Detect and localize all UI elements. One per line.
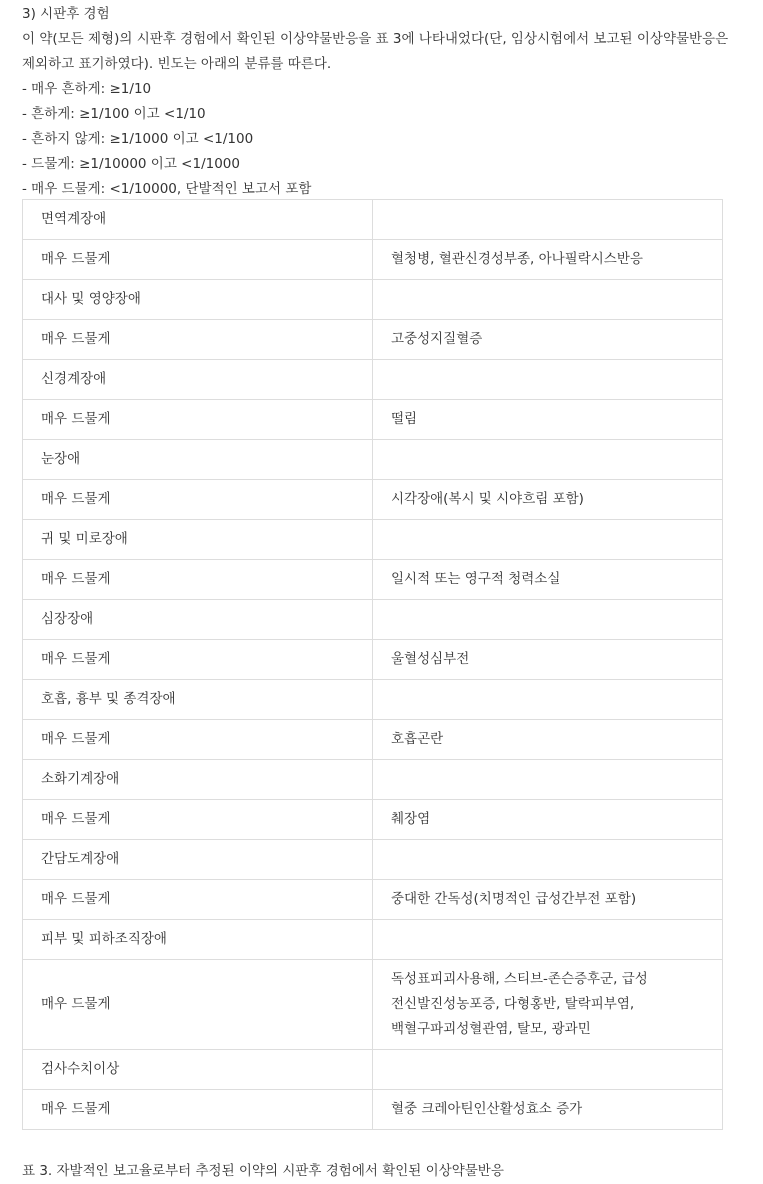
reaction-cell [373,760,723,800]
reaction-cell: 떨림 [373,400,723,440]
reaction-cell: 일시적 또는 영구적 청력소실 [373,560,723,600]
frequency-uncommon: - 흔하지 않게: ≥1/1000 이고 <1/100 [22,131,254,147]
reaction-cell [373,440,723,480]
frequency-very-rare: - 매우 드물게: <1/10000, 단발적인 보고서 포함 [22,181,312,197]
reaction-cell: 중대한 간독성(치명적인 급성간부전 포함) [373,880,723,920]
organ-class-cell: 신경계장애 [23,360,373,400]
adverse-reactions-table [22,199,723,1130]
table-row [23,240,723,280]
organ-class-cell: 눈장애 [23,440,373,480]
reaction-cell: 고중성지질혈증 [373,320,723,360]
reaction-cell: 울혈성심부전 [373,640,723,680]
organ-class-cell: 귀 및 미로장애 [23,520,373,560]
table-row [23,400,723,440]
intro-section [22,2,742,202]
reaction-cell [373,920,723,960]
frequency-cell: 매우 드물게 [23,480,373,520]
table-row [23,800,723,840]
table-row [23,960,723,1050]
table-row [23,200,723,240]
organ-class-cell: 심장장애 [23,600,373,640]
frequency-very-common: - 매우 흔하게: ≥1/10 [22,81,152,97]
organ-class-cell: 간담도계장애 [23,840,373,880]
reaction-cell [373,520,723,560]
table-row [23,880,723,920]
frequency-cell: 매우 드물게 [23,960,373,1050]
frequency-cell: 매우 드물게 [23,320,373,360]
frequency-cell: 매우 드물게 [23,800,373,840]
table-row [23,520,723,560]
intro-paragraph: 이 약(모든 제형)의 시판후 경험에서 확인된 이상약물반응을 표 3에 나타내었다(단, 임상시험에서 보고된 이상약물반응은 제외하고 표기하였다). 빈도는 아래의 분류를 따른다. [22,31,729,72]
frequency-cell: 매우 드물게 [23,880,373,920]
organ-class-cell: 소화기계장애 [23,760,373,800]
frequency-rare: - 드물게: ≥1/10000 이고 <1/1000 [22,156,240,172]
table-caption: 표 3. 자발적인 보고율로부터 추정된 이약의 시판후 경험에서 확인된 이상약물반응 [22,1163,504,1179]
organ-class-cell: 호흡, 흉부 및 종격장애 [23,680,373,720]
table-row [23,360,723,400]
frequency-common: - 흔하게: ≥1/100 이고 <1/10 [22,106,206,122]
organ-class-cell: 검사수치이상 [23,1050,373,1090]
reaction-cell [373,200,723,240]
reaction-cell [373,360,723,400]
reaction-cell: 시각장애(복시 및 시야흐림 포함) [373,480,723,520]
organ-class-cell: 대사 및 영양장애 [23,280,373,320]
table-row [23,1090,723,1130]
table-row [23,640,723,680]
organ-class-cell: 피부 및 피하조직장애 [23,920,373,960]
reaction-cell [373,1050,723,1090]
table-row [23,560,723,600]
table-row [23,280,723,320]
table-row [23,1050,723,1090]
section-heading: 3) 시판후 경험 [22,6,110,22]
table-row [23,840,723,880]
frequency-cell: 매우 드물게 [23,400,373,440]
reaction-cell: 독성표피괴사용해, 스티브-존슨증후군, 급성 전신발진성농포증, 다형홍반, 탈락피부염, 백혈구파괴성혈관염, 탈모, 광과민 [373,960,723,1050]
table-row [23,480,723,520]
table-row [23,320,723,360]
reaction-cell [373,600,723,640]
frequency-cell: 매우 드물게 [23,1090,373,1130]
table-row [23,720,723,760]
reaction-cell [373,280,723,320]
reaction-cell: 혈청병, 혈관신경성부종, 아나필락시스반응 [373,240,723,280]
table-row [23,440,723,480]
frequency-cell: 매우 드물게 [23,640,373,680]
table-row [23,600,723,640]
frequency-cell: 매우 드물게 [23,560,373,600]
reaction-cell: 호흡곤란 [373,720,723,760]
reaction-cell [373,840,723,880]
reaction-cell: 췌장염 [373,800,723,840]
frequency-cell: 매우 드물게 [23,240,373,280]
frequency-cell: 매우 드물게 [23,720,373,760]
reaction-cell: 혈중 크레아틴인산활성효소 증가 [373,1090,723,1130]
table-row [23,760,723,800]
table-row [23,680,723,720]
table-row [23,920,723,960]
organ-class-cell: 면역계장애 [23,200,373,240]
reaction-cell [373,680,723,720]
